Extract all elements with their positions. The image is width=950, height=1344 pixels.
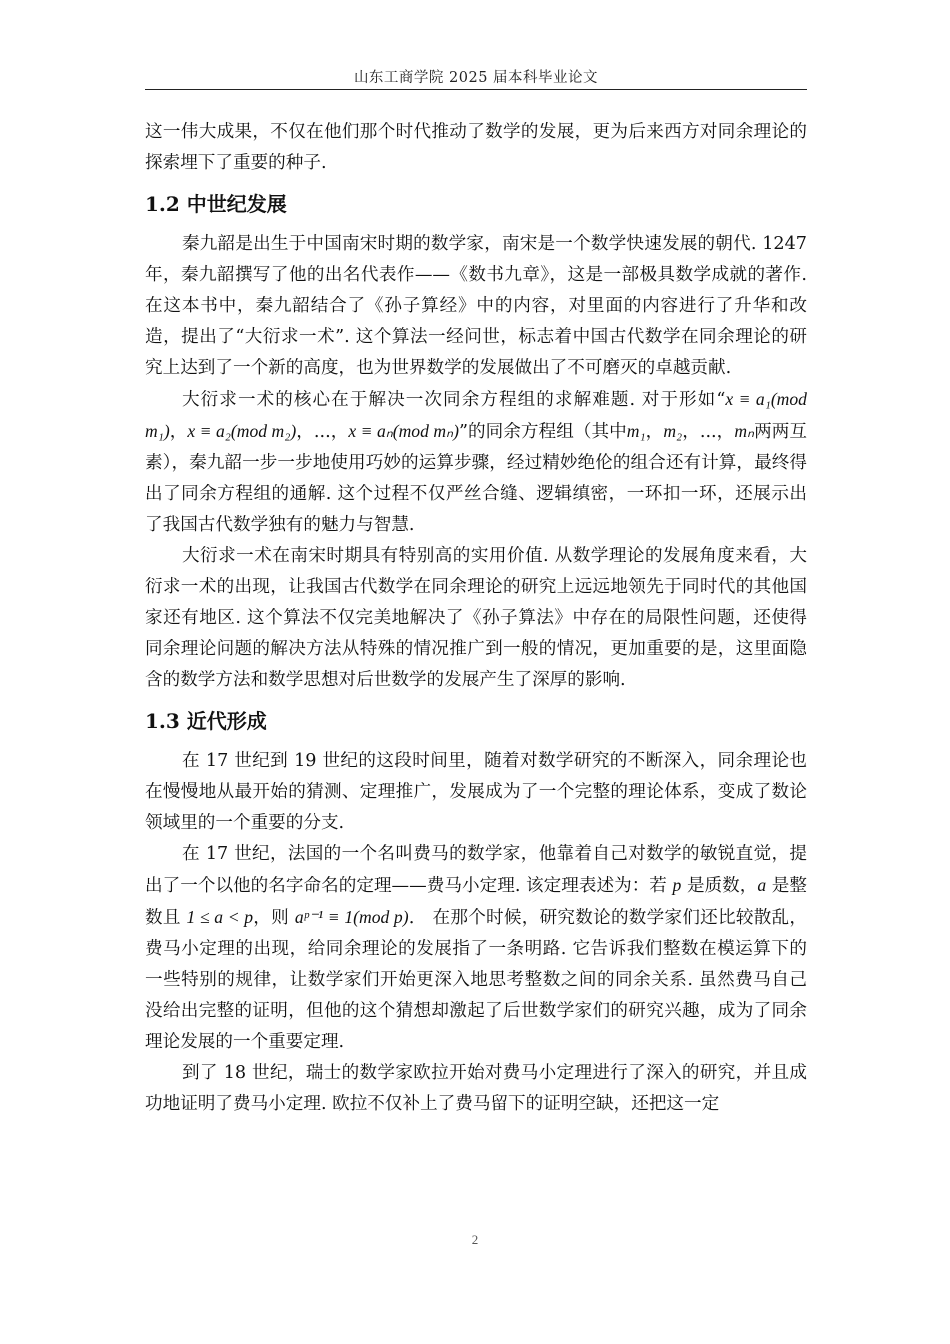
section-heading-1-2: 1.2 中世纪发展 xyxy=(145,192,287,216)
paragraph-fermat xyxy=(145,839,807,1058)
equation: x ≡ a₂(mod m₂) xyxy=(187,421,297,441)
text-run: ”的同余方程组（其中 xyxy=(458,422,627,442)
math-symbol: mₙ xyxy=(734,421,755,441)
text-run: 在 17 世纪，法国的一个名叫费马的数学家，他靠着自己对数学的敏锐直觉，提出了一个以他的名字命名的定理——费马小定理. 该定理表述为：若 xyxy=(145,844,807,896)
equation: aᵖ⁻¹ ≡ 1(mod p) xyxy=(294,907,409,927)
paragraph: 在 17 世纪到 19 世纪的这段时间里，随着对数学研究的不断深入，同余理论也在慢慢地从最开始的猜测、定理推广，发展成为了一个完整的理论体系，变成了数论领域里的一个重要的分支. xyxy=(145,751,807,833)
paragraph: 秦九韶是出生于中国南宋时期的数学家，南宋是一个数学快速发展的朝代. 1247 年，秦九韶撰写了他的出名代表作——《数书九章》，这是一部极具数学成就的著作. 在这本书中，秦九韶结合了《孙子算经》中的内容，对里面的内容进行了升华和改造，提出了“大衍求一术”. 这个算法一经问世，标志着中国古代数学在同余理论的研究上达到了一个新的高度，也为世界数学的发展做出了不可磨灭的卓越贡献. xyxy=(145,234,807,378)
section-heading-1-3: 1.3 近代形成 xyxy=(145,709,267,733)
paragraph: 这一伟大成果，不仅在他们那个时代推动了数学的发展，更为后来西方对同余理论的探索埋下了重要的种子. xyxy=(145,122,807,173)
text-run: ，则 xyxy=(253,908,295,928)
math-symbol: a xyxy=(757,875,767,895)
header-divider xyxy=(145,89,807,90)
inequality: 1 ≤ a < p xyxy=(186,907,254,927)
body-text xyxy=(145,117,807,1120)
text-run: 是质数， xyxy=(681,876,758,896)
text-run: ， xyxy=(645,422,664,442)
equation: x ≡ a₁(mod m₁) xyxy=(145,389,807,441)
math-symbol: p xyxy=(672,875,682,895)
math-symbol: m₂ xyxy=(663,421,683,441)
paragraph: 大衍求一术在南宋时期具有特别高的实用价值. 从数学理论的发展角度来看，大衍求一术的出现，让我国古代数学在同余理论的研究上远远地领先于同时代的其他国家还有地区. 这个算法不仅完美地解决了《孙子算法》中存在的局限性问题，还使得同余理论问题的解决方法从特殊的情况推广到一般的情况，更加重要的是，这里面隐含的数学方法和数学思想对后世数学的发展产生了深厚的影响. xyxy=(145,546,807,690)
text-run: ， xyxy=(169,422,188,442)
text-run: 两两互素），秦九韶一步一步地使用巧妙的运算步骤，经过精妙绝伦的组合还有计算，最终得出了同余方程组的通解. 这个过程不仅严丝合缝、逻辑缜密，一环扣一环，还展示出了我国古代数学独有的魅力与智慧. xyxy=(145,422,807,535)
page-number: 2 xyxy=(471,1232,479,1247)
text-run: 是整数且 xyxy=(145,876,808,928)
text-run: ． 在那个时候，研究数论的数学家们还比较散乱，费马小定理的出现，给同余理论的发展指了一条明路. 它告诉我们整数在模运算下的一些特别的规律，让数学家们开始更深入地思考整数之间的同余关系. 虽然费马自己没给出完整的证明，但他的这个猜想却激起了后世数学家们的研究兴趣，成为了同余理论发展的一个重要定理. xyxy=(145,908,807,1052)
text-run: ，...， xyxy=(682,422,735,442)
paragraph: 到了 18 世纪，瑞士的数学家欧拉开始对费马小定理进行了深入的研究，并且成功地证明了费马小定理. 欧拉不仅补上了费马留下的证明空缺，还把这一定 xyxy=(145,1063,807,1114)
text-run: ，...， xyxy=(296,422,349,442)
text-run: 大衍求一术的核心在于解决一次同余方程组的求解难题. 对于形如“ xyxy=(182,390,726,410)
equation: x ≡ aₙ(mod mₙ) xyxy=(348,421,459,441)
math-symbol: m₁ xyxy=(626,421,646,441)
running-header: 山东工商学院 2025 届本科毕业论文 xyxy=(353,70,599,86)
paragraph-congruence-system xyxy=(145,384,807,541)
